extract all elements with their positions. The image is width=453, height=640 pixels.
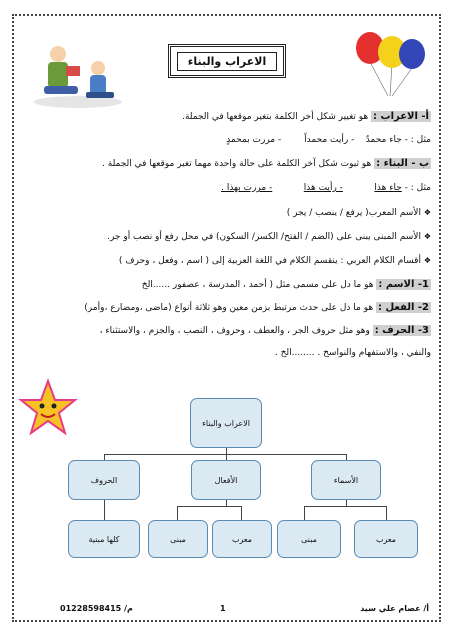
footer-page-number: 1 <box>220 604 226 613</box>
part-verb: 2- الفعل : هو ما دل على حدث مرتبط بزمن معين وهو ثلاثة أنواع (ماضى ،ومضارع ،وأمر) <box>84 302 429 313</box>
diagram-node-nouns-murab: معرب <box>354 520 418 558</box>
part-particle: 3- الحرف : وهو مثل حروف الجر ، والعطف ، وحروف ، النصب ، والجزم ، والاستثناء ، <box>99 325 429 336</box>
bullet-3: ❖ أقسام الكلام العربي : ينقسم الكلام في اللغة العربية إلى ( اسم ، وفعل ، وحرف ) <box>118 256 431 266</box>
diagram-node-verbs-murab: معرب <box>212 520 272 558</box>
bullet-star-icon: ❖ <box>423 208 431 217</box>
footer-phone: 01228598415 /م <box>60 604 133 613</box>
page-title: الاعراب والبناء <box>177 52 277 71</box>
connector <box>177 506 241 507</box>
diagram-node-particles-all-mabni: كلها مبنية <box>68 520 140 558</box>
bullet-star-icon: ❖ <box>423 232 431 241</box>
diagram-node-verbs-mabni: مبنى <box>148 520 208 558</box>
heading-binaa: ب - البناء : <box>376 158 429 169</box>
part-noun: 1- الاسم : هو ما دل على مسمى مثل ( أحمد ، المدرسة ، عصفور ......الخ <box>141 279 429 290</box>
part-particle-continuation: والنفي ، والاستفهام والنواسخ . ........الخ . <box>274 348 431 358</box>
balloons-illustration <box>350 28 430 98</box>
heading-irab: أ- الاعراب : <box>373 111 429 122</box>
example-irab: مثل : - جاء محمدٌ - رأيت محمداً - مررت بمحمدٍ <box>226 135 431 145</box>
connector <box>104 500 105 520</box>
diagram-node-nouns-mabni: مبنى <box>277 520 341 558</box>
diagram-node-nouns: الأسماء <box>311 460 381 500</box>
title-box <box>168 44 286 78</box>
bullet-2: ❖ الأسم المبنى يبنى على (الضم / الفتح/ الكسر/ السكون) في محل رفع أو نصب أو جر. <box>107 232 431 242</box>
reading-kids-illustration <box>28 40 128 110</box>
connector <box>304 506 386 507</box>
connector <box>304 506 305 520</box>
diagram-root: الاعراب والبناء <box>190 398 262 448</box>
diagram-node-particles: الحروف <box>68 460 140 500</box>
def-binaa: ب - البناء : هو ثبوت شكل آخر الكلمة على حالة واحدة مهما تغير موقعها في الجملة . <box>102 158 429 169</box>
connector <box>177 506 178 520</box>
def-irab: أ- الاعراب : هو تغيير شكل أخر الكلمة بتغير موقعها في الجملة. <box>182 111 429 122</box>
bullet-star-icon: ❖ <box>423 256 431 265</box>
connector <box>241 506 242 520</box>
footer-author: أ/ عصام علي سيد <box>360 604 429 613</box>
example-binaa: مثل : - جاء هذا - رأيت هذا - مررت بهذا . <box>221 183 431 193</box>
diagram-node-verbs: الأفعال <box>191 460 261 500</box>
connector <box>386 506 387 520</box>
smiling-star-illustration <box>18 378 78 438</box>
bullet-1: ❖ الأسم المعرب( يرفع / ينصب / يجر ) <box>286 208 431 218</box>
